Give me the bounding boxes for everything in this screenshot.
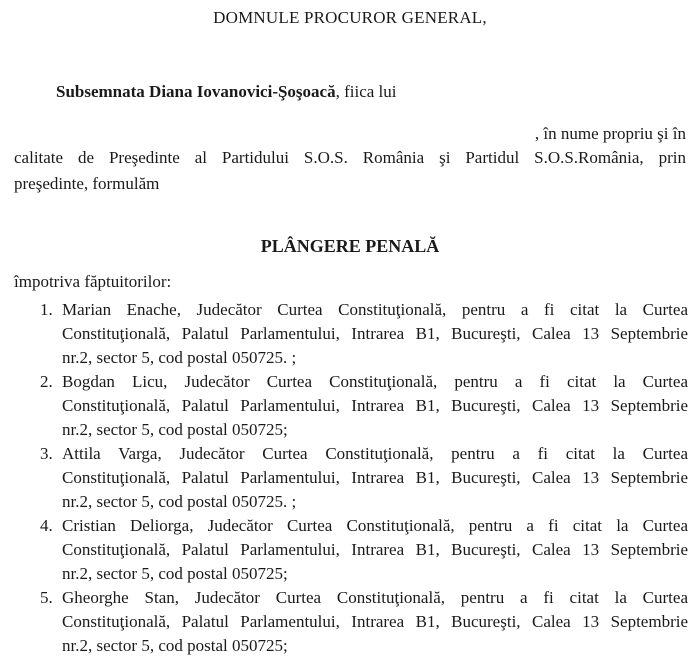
list-item — [22, 442, 688, 514]
list-item-text — [62, 514, 688, 586]
document-title: PLÂNGERE PENALĂ — [260, 236, 440, 256]
list-item-line: Constituţională, Palatul Parlamentului, Intrarea B1, Bucureşti, Calea 13 Septembrie — [62, 540, 688, 559]
list-item-text — [62, 298, 688, 370]
list-item-number: 5. — [40, 588, 53, 607]
against-label: împotriva făptuitorilor: — [14, 272, 172, 291]
list-item-line: nr.2, sector 5, cod postal 050725; — [62, 636, 288, 655]
intro-line-3: calitate de Preşedinte al Partidului S.O.S. România şi Partidul S.O.S.România, prin — [14, 148, 686, 167]
list-item — [22, 586, 688, 658]
list-item-number: 4. — [40, 516, 53, 535]
list-item-line: Constituţională, Palatul Parlamentului, Intrarea B1, Bucureşti, Calea 13 Septembrie — [62, 468, 688, 487]
after-name-text: , fiica lui — [335, 82, 397, 101]
list-item-line: Attila Varga, Judecător Curtea Constituţională, pentru a fi citat la Curtea — [62, 444, 688, 463]
list-item-number: 1. — [40, 300, 53, 319]
complainant-name: Subsemnata Diana Iovanovici-Şoşoacă — [56, 82, 336, 101]
defendants-list — [22, 298, 688, 658]
list-item-text — [62, 370, 688, 442]
list-item-line: Constituţională, Palatul Parlamentului, Intrarea B1, Bucureşti, Calea 13 Septembrie — [62, 324, 688, 343]
list-item-line: Marian Enache, Judecător Curtea Constituţională, pentru a fi citat la Curtea — [62, 300, 688, 319]
list-item-line: Bogdan Licu, Judecător Curtea Constituţională, pentru a fi citat la Curtea — [62, 372, 688, 391]
list-item — [22, 298, 688, 370]
list-item-line: nr.2, sector 5, cod postal 050725. ; — [62, 348, 297, 367]
list-item-number: 3. — [40, 444, 53, 463]
list-item — [22, 514, 688, 586]
list-item-text — [62, 586, 688, 658]
list-item-line: Constituţională, Palatul Parlamentului, Intrarea B1, Bucureşti, Calea 13 Septembrie — [62, 396, 688, 415]
intro-line-2: , în nume propriu şi în — [534, 124, 686, 143]
list-item-line: Gheorghe Stan, Judecător Curtea Constituţională, pentru a fi citat la Curtea — [62, 588, 688, 607]
list-item-text — [62, 442, 688, 514]
list-item-line: nr.2, sector 5, cod postal 050725; — [62, 564, 288, 583]
intro-line-4: preşedinte, formulăm — [14, 174, 160, 193]
list-item-line: nr.2, sector 5, cod postal 050725; — [62, 420, 288, 439]
list-item-number: 2. — [40, 372, 53, 391]
intro-line-1 — [56, 80, 397, 104]
list-item — [22, 370, 688, 442]
list-item-line: Cristian Deliorga, Judecător Curtea Constituţională, pentru a fi citat la Curtea — [62, 516, 688, 535]
list-item-line: nr.2, sector 5, cod postal 050725. ; — [62, 492, 297, 511]
addressee-heading: DOMNULE PROCUROR GENERAL, — [213, 8, 487, 27]
list-item-line: Constituţională, Palatul Parlamentului, Intrarea B1, Bucureşti, Calea 13 Septembrie — [62, 612, 688, 631]
